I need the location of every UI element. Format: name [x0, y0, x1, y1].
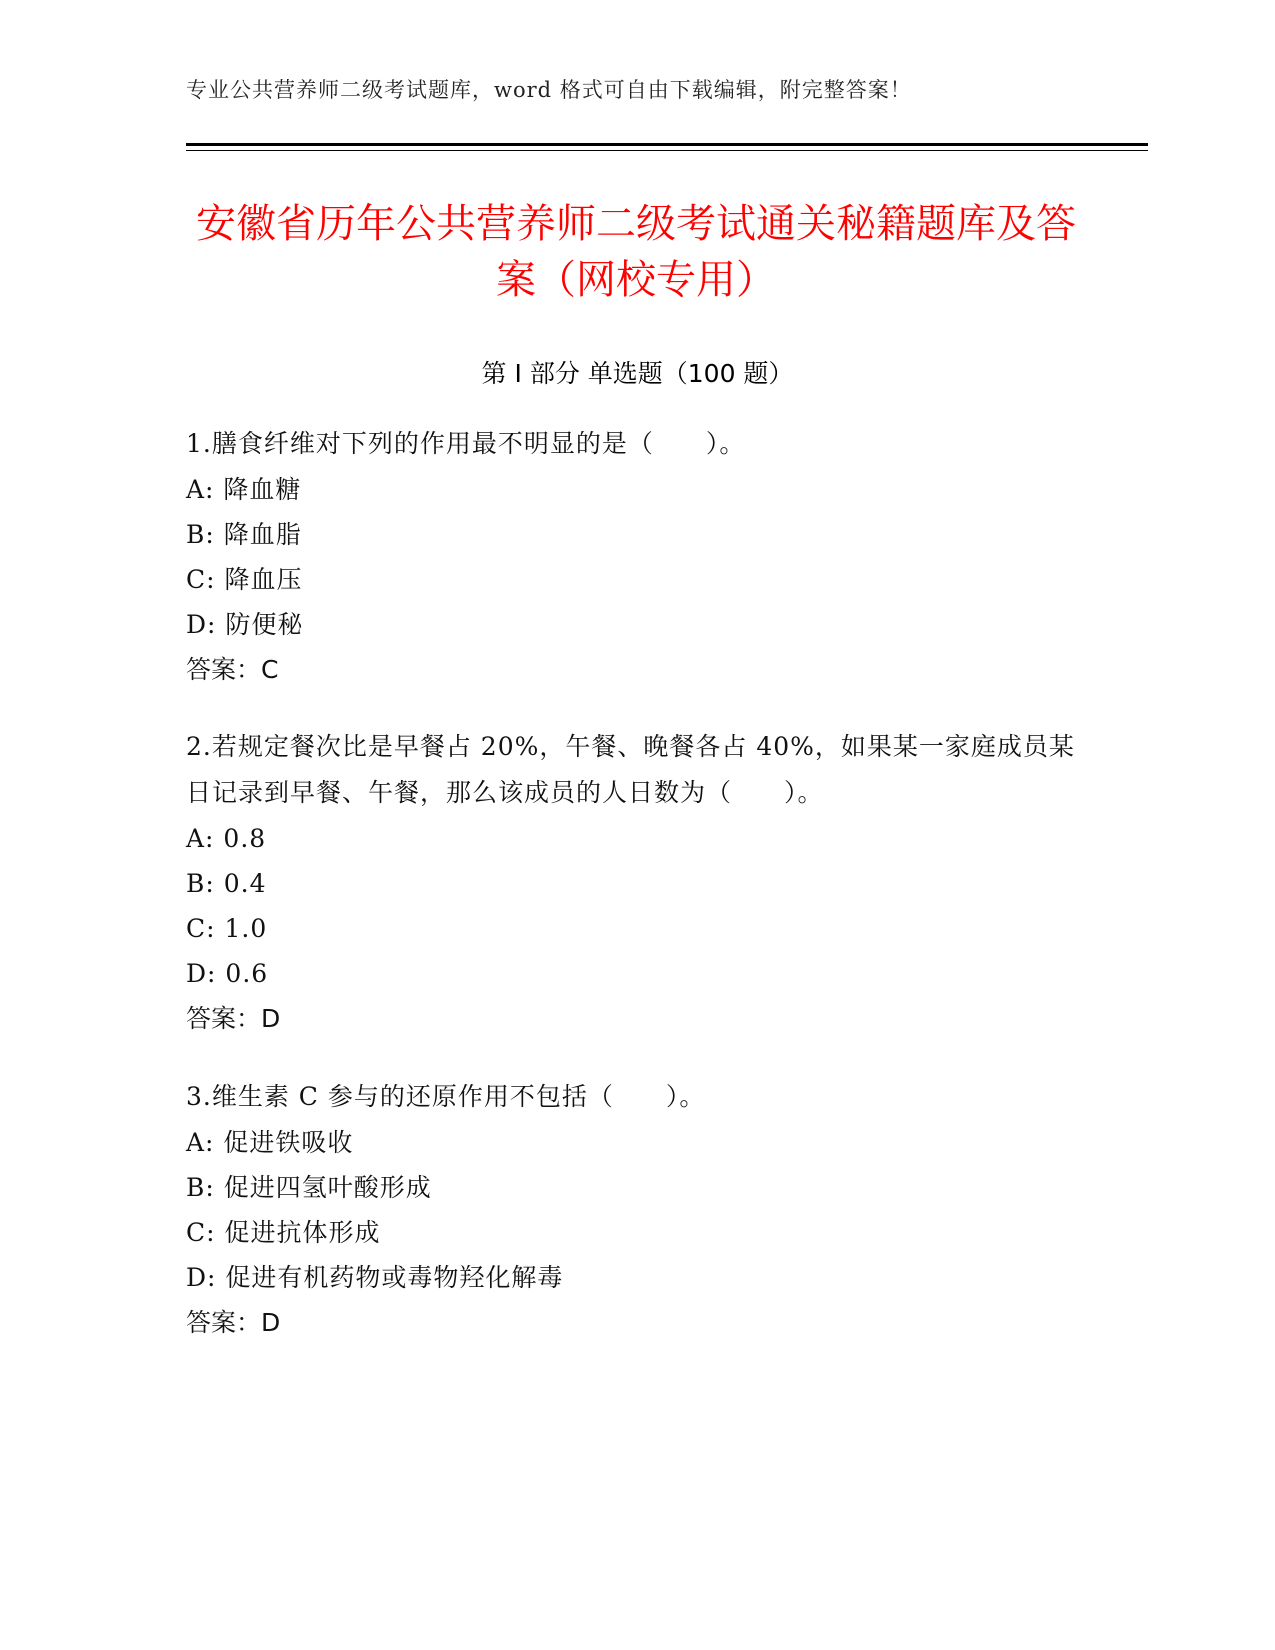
answer-line: 答案：C	[186, 655, 279, 684]
option-c: C: 促进抗体形成	[186, 1218, 381, 1247]
option-d: D: 促进有机药物或毒物羟化解毒	[186, 1263, 564, 1292]
question-3	[186, 1074, 1086, 1345]
option-c: C: 1.0	[186, 914, 268, 943]
question-stem: 2.若规定餐次比是早餐占 20%，午餐、晚餐各占 40%，如果某一家庭成员某日记录到早餐、午餐，那么该成员的人日数为（ ）。	[186, 732, 1075, 807]
question-stem: 3.维生素 C 参与的还原作用不包括（ ）。	[186, 1082, 706, 1111]
section-title: 第 I 部分 单选题（100 题）	[481, 359, 794, 388]
answer-line: 答案：D	[186, 1004, 281, 1033]
option-a: A: 促进铁吸收	[186, 1128, 354, 1157]
option-c: C: 降血压	[186, 565, 303, 594]
question-1	[186, 421, 1086, 692]
option-d: D: 防便秘	[186, 610, 304, 639]
header-note: 专业公共营养师二级考试题库，word 格式可自由下载编辑，附完整答案！	[186, 78, 912, 102]
option-d: D: 0.6	[186, 959, 269, 988]
document-title: 安徽省历年公共营养师二级考试通关秘籍题库及答案（网校专用）	[196, 201, 1076, 303]
option-a: A: 降血糖	[186, 475, 302, 504]
header-rule-thin	[186, 150, 1148, 151]
option-a: A: 0.8	[186, 824, 267, 853]
option-b: B: 降血脂	[186, 520, 302, 549]
answer-line: 答案：D	[186, 1308, 281, 1337]
question-2	[186, 724, 1086, 1041]
header-rule-thick	[186, 143, 1148, 146]
question-stem: 1.膳食纤维对下列的作用最不明显的是（ ）。	[186, 429, 746, 458]
option-b: B: 0.4	[186, 869, 267, 898]
option-b: B: 促进四氢叶酸形成	[186, 1173, 432, 1202]
